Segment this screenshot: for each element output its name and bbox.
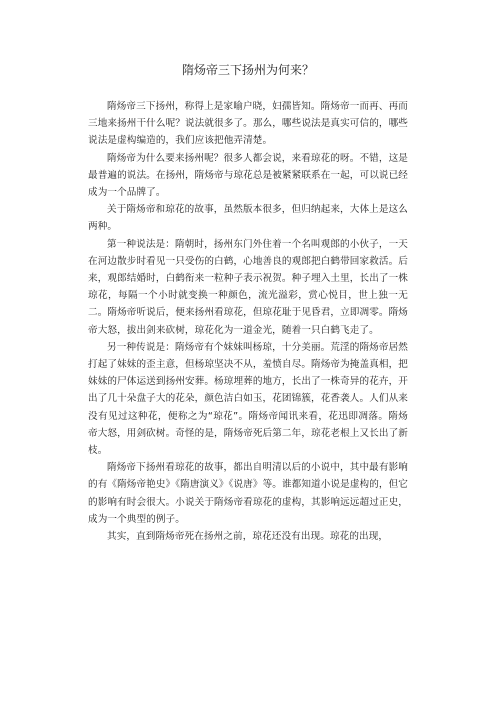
document-title: 隋炀帝三下扬州为何来？ (181, 63, 314, 77)
paragraph-1: 隋炀帝三下扬州，称得上是家喻户晓，妇孺皆知。隋炀帝一而再、再而三地来扬州干什么呢？说法就很多了。那么，哪些说法是真实可信的，哪些说法是虚构编造的，我们应该把他弄清楚。 (88, 101, 408, 147)
paragraph-6: 隋炀帝下扬州看琼花的故事，都出自明清以后的小说中，其中最有影响的有《隋炀帝艳史》《隋唐演义》《说唐》等。谁都知道小说是虚构的，但它的影响有时会很大。小说关于隋炀帝看琼花的虚构，其影响远远超过正史，成为一个典型的例子。 (88, 462, 408, 525)
paragraph-2: 隋炀帝为什么要来扬州呢？很多人都会说，来看琼花的呀。不错，这是最普遍的说法。在扬州，隋炀帝与琼花总是被紧紧联系在一起，可以说已经成为一个品牌了。 (88, 152, 408, 199)
paragraph-5: 另一种传说是：隋炀帝有个妹妹叫杨琼，十分美丽。荒淫的隋炀帝居然打起了妹妹的歪主意，但杨琼坚决不从，羞愤自尽。隋炀帝为掩盖真相，把妹妹的尸体运送到扬州安葬。杨琼埋葬的地方，长出了一株奇异的花卉，开出了几十朵盘子大的花朵，颜色洁白如玉，花团锦簇，花香袭人。人们从来没有见过这种花，便称之为“琼花”。隋炀帝闻讯来看，花迅即凋落。隋炀帝大怒，用剑砍树。奇怪的是，隋炀帝死后第二年，琼花老根上又长出了新枝。 (88, 341, 408, 457)
paragraph-4: 第一种说法是：隋朝时，扬州东门外住着一个名叫观郎的小伙子，一天在河边散步时看见一只受伤的白鹤，心地善良的观郎把白鹤带回家救活。后来，观郎结婚时，白鹤衔来一粒种子表示祝贺。种子埋入土里，长出了一株琼花，每隔一个小时就变换一种颜色，流光溢彩，赏心悦目，世上独一无二。隋炀帝听说后，便来扬州看琼花，但琼花耻于见昏君，立即凋零。隋炀帝大怒，拔出剑来砍树，琼花化为一道金光，随着一只白鹤飞走了。 (88, 238, 408, 336)
paragraph-3: 关于隋炀帝和琼花的故事，虽然版本很多，但归纳起来，大体上是这么两种。 (88, 204, 408, 233)
paragraph-7: 其实，直到隋炀帝死在扬州之前，琼花还没有出现。琼花的出现， (107, 531, 389, 543)
